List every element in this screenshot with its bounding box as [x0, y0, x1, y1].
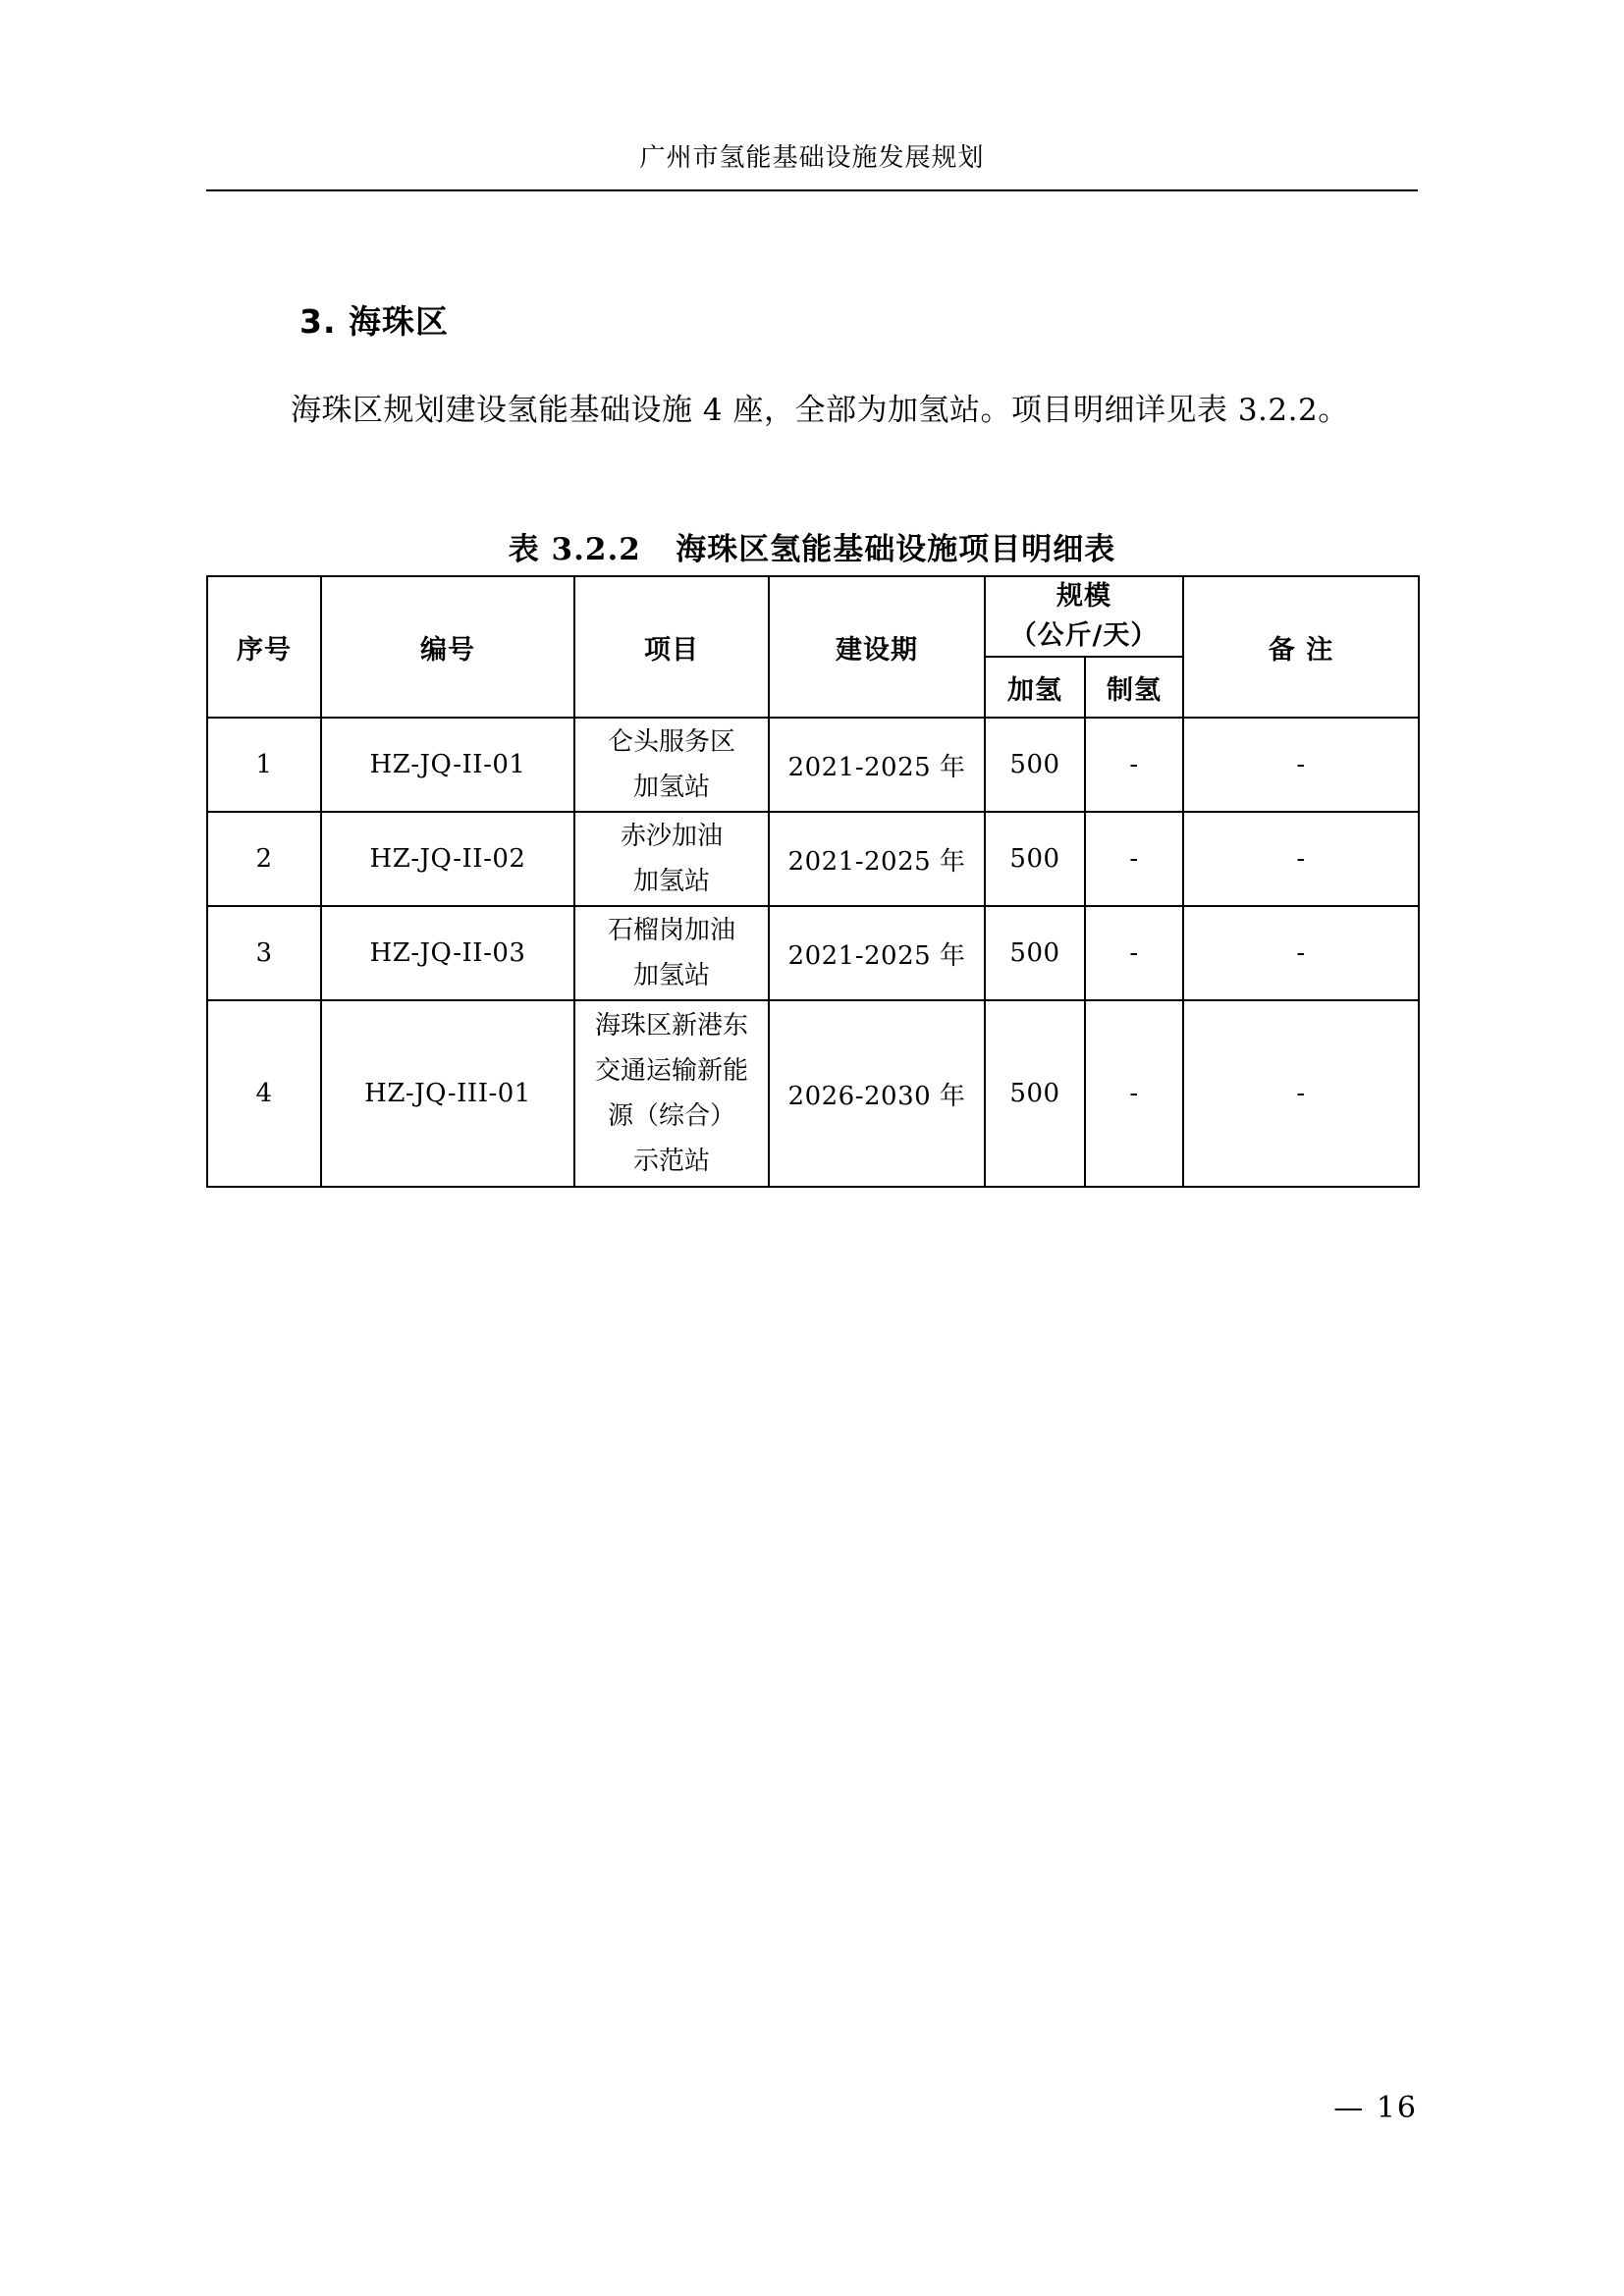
cell-project-line1: 石榴岗加油 — [607, 916, 735, 945]
table-row — [207, 812, 1419, 906]
cell-code: HZ-JQ-II-01 — [321, 718, 574, 812]
cell-period: 2021-2025 年 — [769, 812, 985, 906]
cell-project — [574, 1000, 769, 1187]
cell-project-line3: 源（综合） — [607, 1101, 735, 1131]
cell-project-line4: 示范站 — [632, 1147, 710, 1176]
header-period: 建设期 — [769, 576, 985, 718]
table-reference: 3.2.2 — [1237, 393, 1319, 428]
cell-project-line1: 仑头服务区 — [607, 727, 735, 757]
table-row — [207, 1000, 1419, 1187]
header-index: 序号 — [207, 576, 321, 718]
table-caption — [206, 524, 1418, 568]
cell-project — [574, 812, 769, 906]
table-caption-label: 表 3.2.2 — [508, 532, 641, 567]
page-number: — 16 — [1333, 2091, 1418, 2125]
cell-project — [574, 718, 769, 812]
table-row — [207, 718, 1419, 812]
paragraph-text-2: 座，全部为加氢站。项目明细详见表 — [732, 393, 1228, 428]
header-hydrogen-fill: 加氢 — [985, 657, 1085, 718]
cell-make: - — [1085, 906, 1183, 1000]
cell-note: - — [1183, 812, 1419, 906]
cell-note: - — [1183, 906, 1419, 1000]
cell-fill: 500 — [985, 1000, 1085, 1187]
cell-index: 3 — [207, 906, 321, 1000]
cell-index: 4 — [207, 1000, 321, 1187]
header-scale-unit: （公斤/天） — [1009, 620, 1159, 651]
facility-count: 4 — [702, 393, 724, 428]
cell-make: - — [1085, 1000, 1183, 1187]
cell-fill: 500 — [985, 718, 1085, 812]
cell-period: 2021-2025 年 — [769, 906, 985, 1000]
cell-period: 2021-2025 年 — [769, 718, 985, 812]
header-scale-title: 规模 — [1056, 581, 1111, 612]
header-hydrogen-make: 制氢 — [1085, 657, 1183, 718]
table-header-row-1 — [207, 576, 1419, 657]
cell-project-line1: 赤沙加油 — [620, 822, 723, 851]
header-scale — [985, 576, 1183, 657]
header-divider — [206, 189, 1418, 191]
cell-make: - — [1085, 812, 1183, 906]
header-project: 项目 — [574, 576, 769, 718]
cell-period: 2026-2030 年 — [769, 1000, 985, 1187]
table-caption-text: 海珠区氢能基础设施项目明细表 — [676, 532, 1116, 567]
header-note: 备 注 — [1183, 576, 1419, 718]
body-paragraph — [206, 375, 1418, 446]
facility-detail-table — [206, 575, 1420, 1188]
cell-project-line2: 交通运输新能 — [594, 1056, 748, 1086]
cell-fill: 500 — [985, 812, 1085, 906]
cell-project-line2: 加氢站 — [632, 867, 710, 896]
table-container — [206, 575, 1418, 1188]
cell-project-line2: 加氢站 — [632, 961, 710, 990]
cell-note: - — [1183, 718, 1419, 812]
cell-code: HZ-JQ-III-01 — [321, 1000, 574, 1187]
cell-code: HZ-JQ-II-02 — [321, 812, 574, 906]
section-heading: 3. 海珠区 — [299, 302, 449, 341]
cell-index: 1 — [207, 718, 321, 812]
header-code: 编号 — [321, 576, 574, 718]
cell-project-line1: 海珠区新港东 — [594, 1011, 748, 1041]
running-header: 广州市氢能基础设施发展规划 — [639, 143, 985, 173]
cell-project-line2: 加氢站 — [632, 773, 710, 802]
cell-fill: 500 — [985, 906, 1085, 1000]
cell-code: HZ-JQ-II-03 — [321, 906, 574, 1000]
table-row — [207, 906, 1419, 1000]
cell-make: - — [1085, 718, 1183, 812]
cell-index: 2 — [207, 812, 321, 906]
paragraph-text-1: 海珠区规划建设氢能基础设施 — [291, 393, 693, 428]
paragraph-text-3: 。 — [1318, 393, 1349, 428]
cell-project — [574, 906, 769, 1000]
cell-note: - — [1183, 1000, 1419, 1187]
